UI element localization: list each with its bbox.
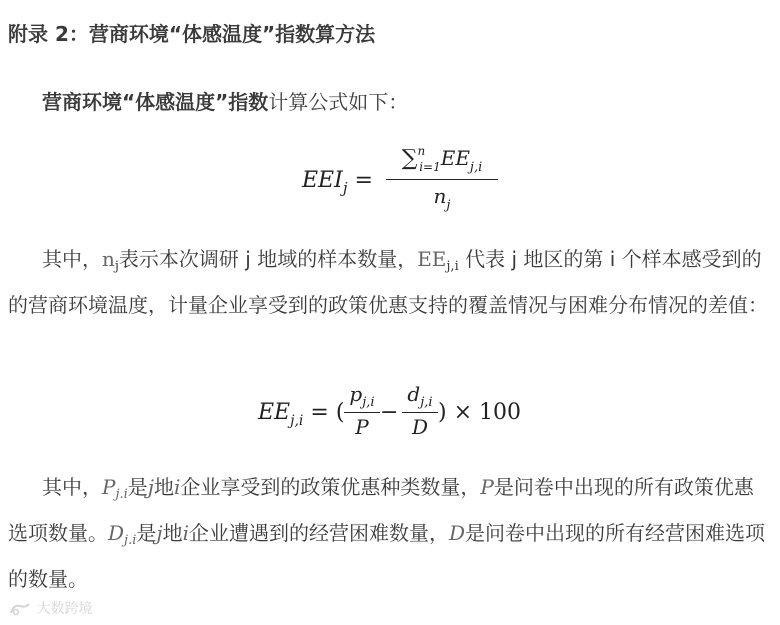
para2-text-9: 是问卷中出现的所有经营困难选项的数量。 xyxy=(8,521,766,591)
para2-text-5: 是问卷中出现的所有政策优惠选项数量。 xyxy=(8,475,754,545)
intro-bold-term: 营商环境“体感温度”指数 xyxy=(42,90,269,114)
para2-P2: P xyxy=(480,475,494,499)
para1-text-3: 代表 j 地区的第 i 个样本感受到的的营商环境温度，计量企业享受到的政策优惠支持的覆盖情况与困难分布情况的差值： xyxy=(8,247,768,317)
para2-text-4: 企业享受到的政策优惠种类数量， xyxy=(180,475,481,499)
appendix-heading: 附录 2：营商环境“体感温度”指数算方法 xyxy=(8,22,376,46)
para2-text-1: 其中， xyxy=(42,475,102,499)
denominator-n: n xyxy=(433,184,447,208)
para2-text-6: 是 xyxy=(136,521,157,545)
p-fraction-bar xyxy=(344,412,380,413)
d-numerator-sub: j,i xyxy=(420,395,433,410)
p-denominator: P xyxy=(355,415,369,439)
para1-n-sub: j xyxy=(114,259,119,274)
sum-term-subscript: j,i xyxy=(469,160,483,175)
d-fraction-bar xyxy=(402,412,438,413)
para2-D2: D xyxy=(448,521,466,545)
para2-text-2: 是 xyxy=(127,475,148,499)
para2-D-sub: j.i xyxy=(124,533,137,548)
para2-text-3: 地 xyxy=(154,475,174,499)
para2-i1: i xyxy=(174,475,181,499)
minus-sign: − xyxy=(380,400,399,425)
para1-text-1: 其中， xyxy=(42,247,102,271)
watermark-logo-icon xyxy=(8,601,32,617)
para1-ee-sub: j,i xyxy=(446,259,459,274)
p-numerator: p xyxy=(349,382,363,406)
para2-j2: j xyxy=(156,521,163,545)
paragraph-explanation-1 xyxy=(8,240,772,324)
para2-i2: i xyxy=(182,521,189,545)
para2-text-7: 地 xyxy=(162,521,183,545)
sum-lower: i=1 xyxy=(419,160,441,174)
para2-text-8: 企业遭遇到的经营困难数量， xyxy=(188,521,449,545)
eei-subscript: j xyxy=(342,179,348,197)
eei-symbol: EEI xyxy=(302,168,343,193)
d-denominator: D xyxy=(411,415,429,439)
fraction-bar xyxy=(386,179,498,180)
watermark-text: 大数跨境 xyxy=(36,601,93,617)
sum-symbol: ∑ xyxy=(401,146,418,171)
para1-text-2: 表示本次调研 j 地域的样本数量， xyxy=(118,247,418,271)
intro-line xyxy=(42,86,408,115)
paragraph-explanation-2 xyxy=(8,468,772,598)
equals-sign: = xyxy=(347,168,373,193)
watermark xyxy=(8,598,92,618)
intro-rest: 计算公式如下： xyxy=(268,90,409,114)
para2-P: P xyxy=(102,475,116,499)
denominator-subscript: j xyxy=(446,198,451,213)
sum-upper: n xyxy=(417,144,426,158)
sum-term: EE xyxy=(440,146,470,170)
formula-eei xyxy=(302,144,502,216)
para2-D: D xyxy=(108,521,125,545)
para2-P-sub: j.i xyxy=(115,487,128,502)
para2-j1: j xyxy=(147,475,154,499)
p-numerator-sub: j,i xyxy=(362,395,375,410)
ee-subscript: j,i xyxy=(290,413,304,429)
d-numerator: d xyxy=(407,382,421,406)
ee-symbol: EE xyxy=(258,400,291,425)
para1-n: n xyxy=(102,247,115,271)
equals-paren: = ( xyxy=(303,400,345,425)
para1-ee: EE xyxy=(417,247,447,271)
times-hundred: ) × 100 xyxy=(438,400,521,425)
formula-ee xyxy=(258,380,521,444)
